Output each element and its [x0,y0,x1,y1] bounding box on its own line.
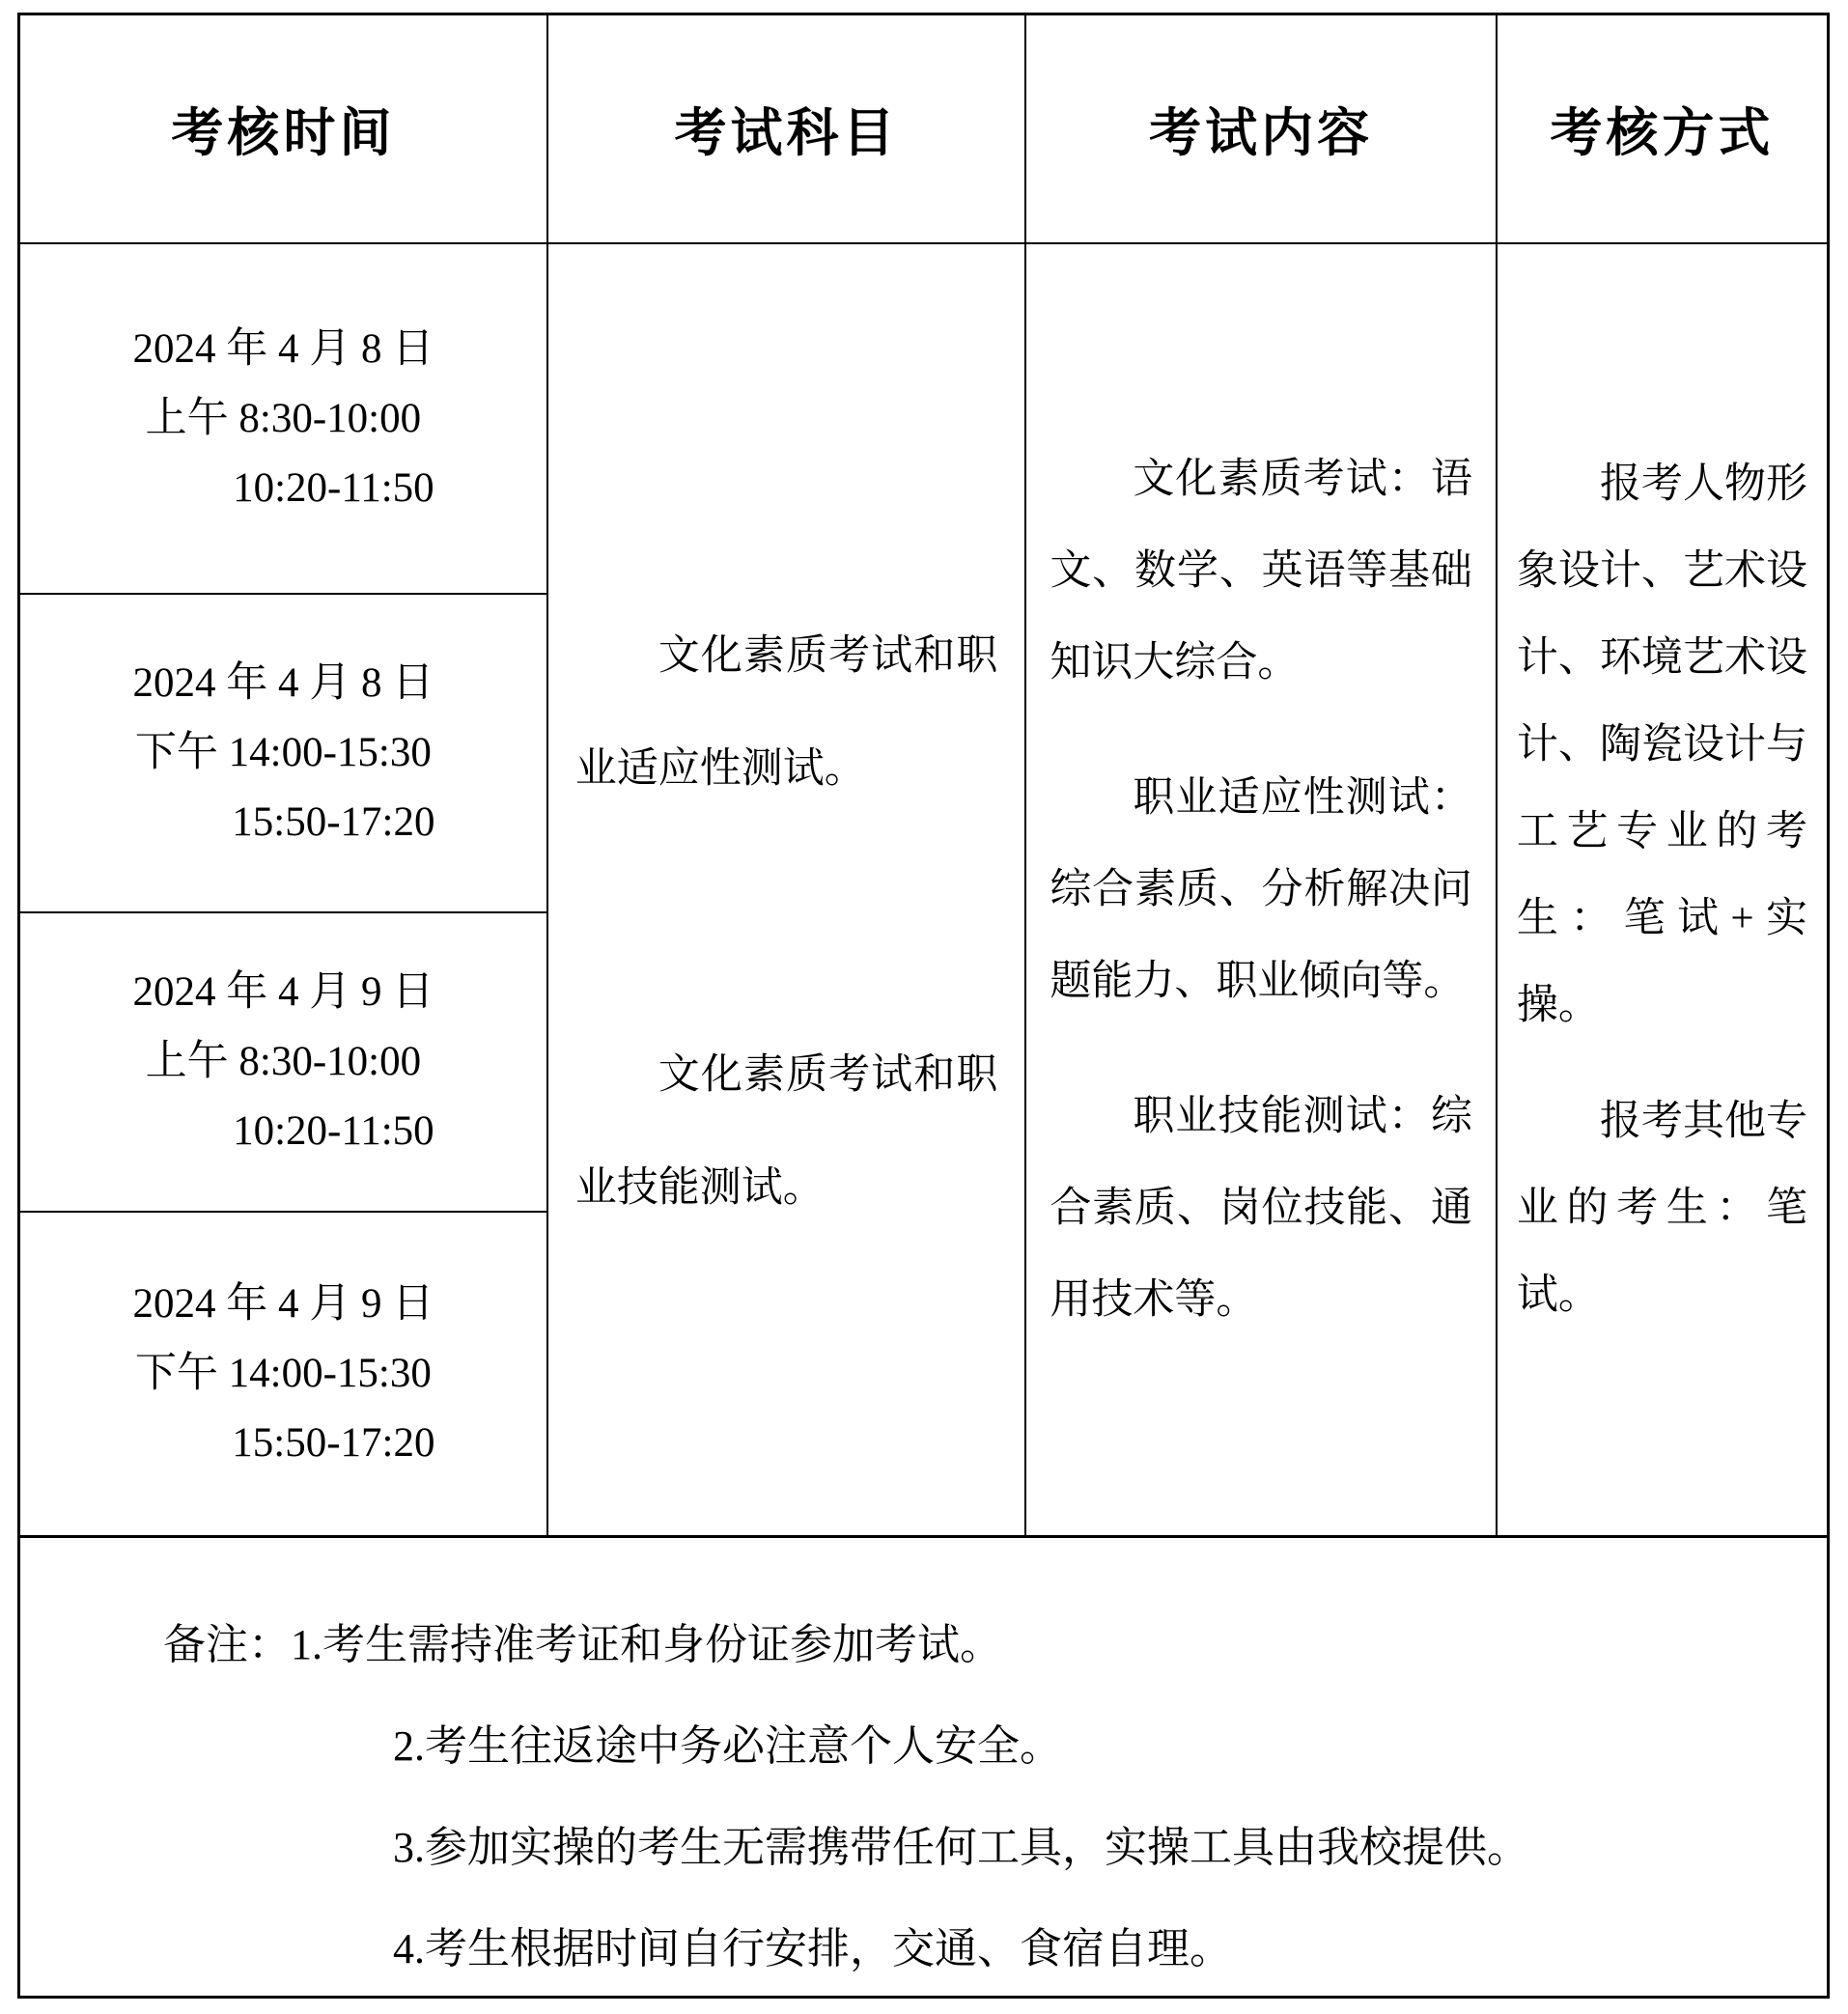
time-session-1: 下午 14:00-15:30 [134,1351,432,1396]
time-cell-apr9-morning [20,913,548,1213]
header-exam-subjects: 考试科目 [548,15,1027,244]
time-cell-apr8-morning [20,244,548,595]
exam-schedule-table [17,13,1830,1999]
time-session-1: 上午 8:30-10:00 [145,1039,422,1084]
content-paragraph-culture: 文化素质考试：语文、数学、英语等基础知识大综合。 [1050,457,1472,685]
exam-content-cell [1026,244,1498,1538]
time-date: 2024 年 4 月 8 日 [132,660,434,706]
time-date: 2024 年 4 月 9 日 [132,1281,434,1327]
method-paragraph-design-majors: 报考人物形象设计、艺术设计、环境艺术设计、陶瓷设计与工艺专业的考生：笔试+实操。 [1516,461,1807,1028]
time-session-2: 10:20-11:50 [233,464,434,511]
time-date: 2024 年 4 月 9 日 [132,969,434,1015]
notes-prefix: 备注： [163,1621,291,1668]
note-line-3: 3.参加实操的考生无需携带任何工具，实操工具由我校提供。 [393,1824,1529,1871]
content-paragraph-aptitude: 职业适应性测试：综合素质、分析解决问题能力、职业倾向等。 [1050,775,1472,1004]
time-session-1: 上午 8:30-10:00 [145,395,422,441]
method-paragraph-other-majors: 报考其他专业的考生：笔试。 [1516,1098,1807,1318]
notes-section [20,1538,1827,1996]
time-cell-apr9-afternoon [20,1213,548,1538]
subject-paragraph-2: 文化素质考试和职业技能测试。 [574,1051,998,1211]
header-assessment-method: 考核方式 [1498,15,1827,244]
time-cell-apr8-afternoon [20,595,548,913]
time-session-2: 15:50-17:20 [232,1420,435,1466]
exam-subjects-cell [548,244,1027,1538]
note-line-4: 4.考生根据时间自行安排，交通、食宿自理。 [393,1925,1232,1972]
header-assessment-time: 考核时间 [20,15,548,244]
header-exam-content: 考试内容 [1026,15,1498,244]
assessment-method-cell [1498,244,1827,1538]
time-session-2: 10:20-11:50 [233,1108,434,1154]
content-paragraph-skills: 职业技能测试：综合素质、岗位技能、通用技术等。 [1050,1094,1472,1323]
time-session-1: 下午 14:00-15:30 [134,730,432,775]
subject-paragraph-1: 文化素质考试和职业适应性测试。 [574,632,998,792]
note-line-2: 2.考生往返途中务必注意个人安全。 [393,1722,1062,1770]
time-date: 2024 年 4 月 8 日 [132,325,434,372]
note-item-1: 1.考生需持准考证和身份证参加考试。 [291,1621,1002,1668]
time-session-2: 15:50-17:20 [232,799,435,845]
note-line-1 [163,1594,1788,1695]
